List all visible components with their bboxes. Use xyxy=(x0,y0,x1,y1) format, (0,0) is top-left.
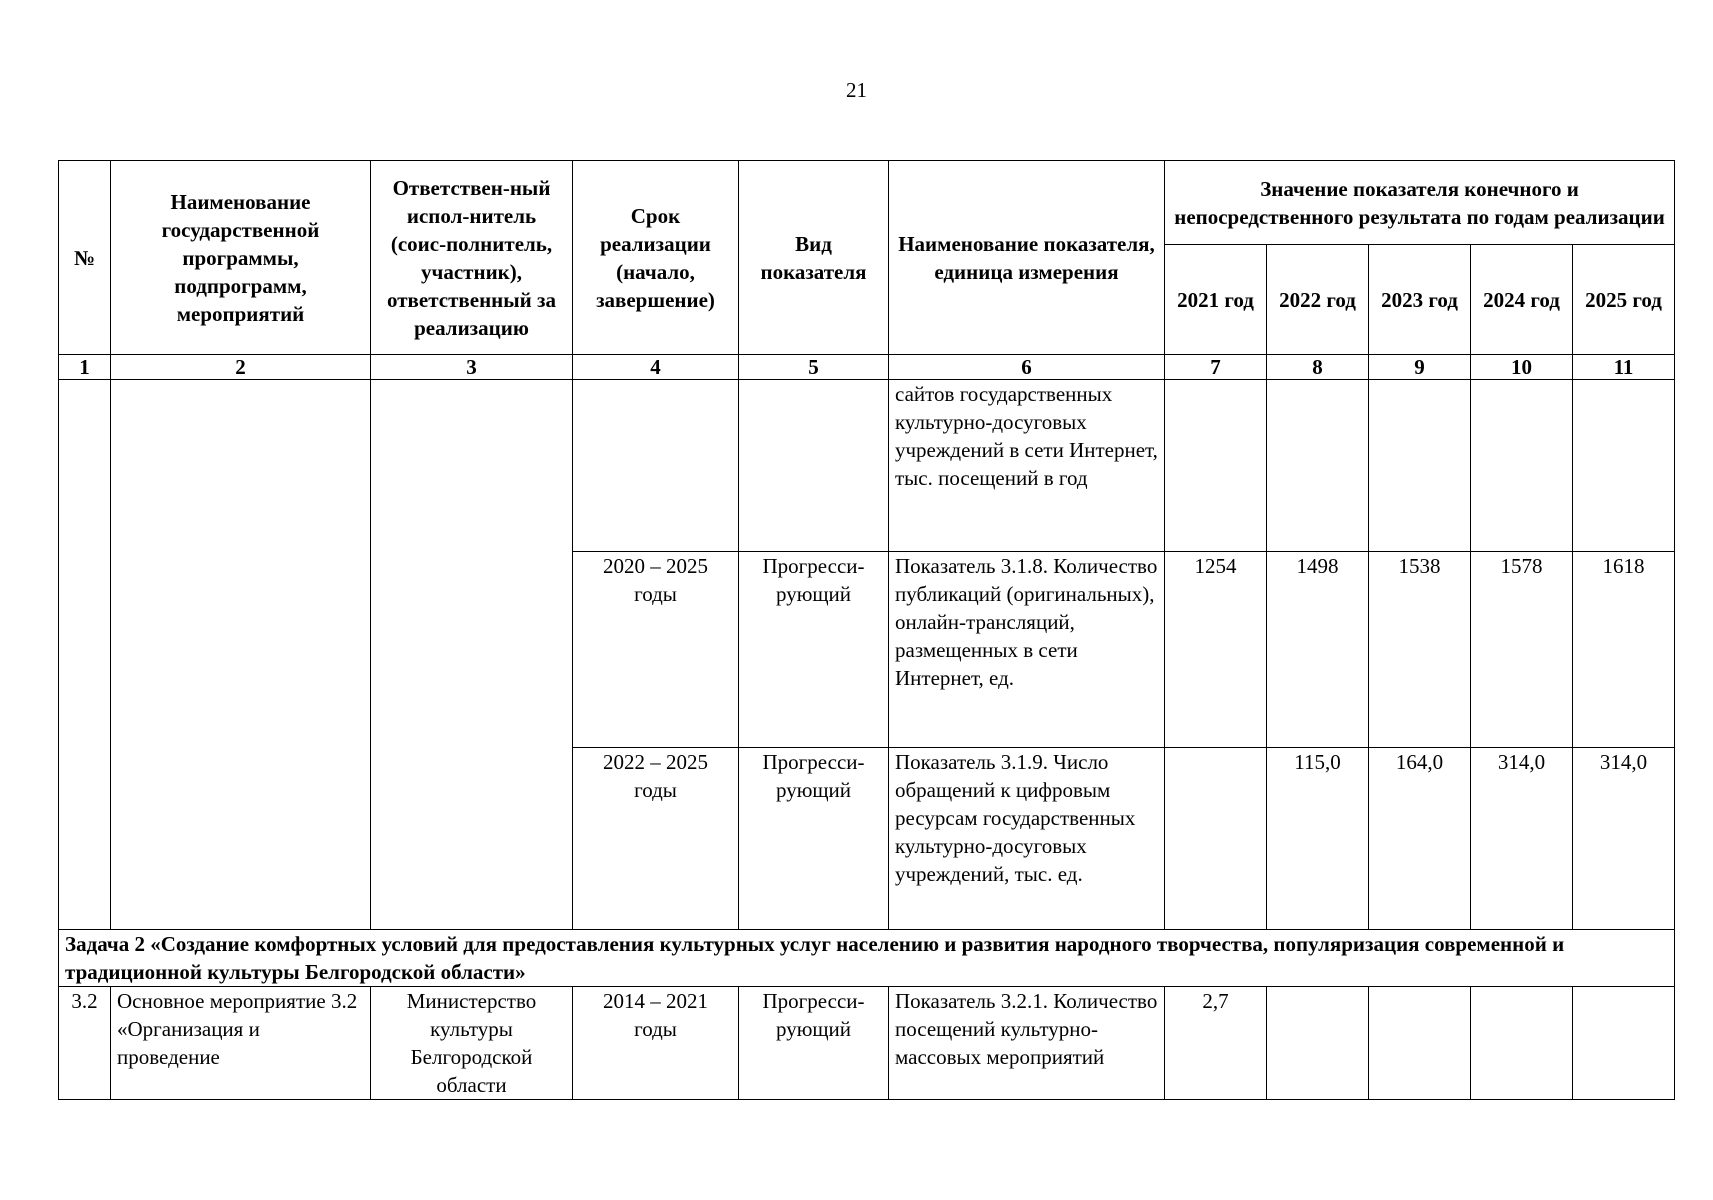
cell-type: Прогресси-рующий xyxy=(739,748,889,930)
cell-value-2024 xyxy=(1471,380,1573,552)
cell-value-2022: 115,0 xyxy=(1267,748,1369,930)
cell-value-2025 xyxy=(1573,987,1675,1100)
cell-indicator: Показатель 3.2.1. Количество посещений культурно-массовых мероприятий xyxy=(889,987,1165,1100)
cell-term: 2020 – 2025 годы xyxy=(573,552,739,748)
cell-value-2023 xyxy=(1369,380,1471,552)
task-heading: Задача 2 «Создание комфортных условий для предоставления культурных услуг населению и развития народного творчества, популяризация современной и традиционной культуры Белгородской области» xyxy=(59,930,1675,987)
column-number: 6 xyxy=(889,355,1165,380)
column-number: 2 xyxy=(111,355,371,380)
header-year-2025: 2025 год xyxy=(1573,245,1675,355)
header-year-2023: 2023 год xyxy=(1369,245,1471,355)
column-number: 8 xyxy=(1267,355,1369,380)
header-indicator-name: Наименование показателя, единица измерения xyxy=(889,161,1165,355)
table-row xyxy=(59,987,1675,1100)
table-row xyxy=(59,380,1675,552)
task-row xyxy=(59,930,1675,987)
column-number: 11 xyxy=(1573,355,1675,380)
cell-program: Основное мероприятие 3.2 «Организация и проведение xyxy=(111,987,371,1100)
cell-value-2021: 1254 xyxy=(1165,552,1267,748)
header-executor: Ответствен-ный испол-нитель (соис-полнитель, участник), ответственный за реализацию xyxy=(371,161,573,355)
cell-executor: Министерство культуры Белгородской области xyxy=(371,987,573,1100)
cell-value-2022 xyxy=(1267,987,1369,1100)
header-year-2021: 2021 год xyxy=(1165,245,1267,355)
cell-value-2025: 1618 xyxy=(1573,552,1675,748)
cell-type: Прогресси-рующий xyxy=(739,552,889,748)
indicators-table xyxy=(58,160,1675,1100)
cell-num-empty xyxy=(59,380,111,930)
cell-term: 2022 – 2025 годы xyxy=(573,748,739,930)
column-number: 10 xyxy=(1471,355,1573,380)
cell-num: 3.2 xyxy=(59,987,111,1100)
header-num: № xyxy=(59,161,111,355)
cell-type xyxy=(739,380,889,552)
cell-value-2022 xyxy=(1267,380,1369,552)
column-numbers-row xyxy=(59,355,1675,380)
column-number: 1 xyxy=(59,355,111,380)
cell-indicator: Показатель 3.1.8. Количество публикаций (оригинальных), онлайн-трансляций, размещенных в сети Интернет, ед. xyxy=(889,552,1165,748)
cell-value-2023: 164,0 xyxy=(1369,748,1471,930)
cell-value-2022: 1498 xyxy=(1267,552,1369,748)
cell-term: 2014 – 2021 годы xyxy=(573,987,739,1100)
cell-value-2025: 314,0 xyxy=(1573,748,1675,930)
cell-value-2025 xyxy=(1573,380,1675,552)
cell-value-2024 xyxy=(1471,987,1573,1100)
cell-type: Прогресси-рующий xyxy=(739,987,889,1100)
column-number: 4 xyxy=(573,355,739,380)
cell-value-2024: 314,0 xyxy=(1471,748,1573,930)
cell-executor-empty xyxy=(371,380,573,930)
cell-value-2021 xyxy=(1165,748,1267,930)
header-indicator-type: Вид показателя xyxy=(739,161,889,355)
column-number: 3 xyxy=(371,355,573,380)
column-number: 5 xyxy=(739,355,889,380)
cell-indicator: Показатель 3.1.9. Число обращений к цифровым ресурсам государственных культурно-досуговых учреждений, тыс. ед. xyxy=(889,748,1165,930)
header-program-name: Наименование государственной программы, подпрограмм, мероприятий xyxy=(111,161,371,355)
column-number: 7 xyxy=(1165,355,1267,380)
cell-value-2023: 1538 xyxy=(1369,552,1471,748)
header-year-2022: 2022 год xyxy=(1267,245,1369,355)
cell-program-empty xyxy=(111,380,371,930)
column-number: 9 xyxy=(1369,355,1471,380)
header-year-2024: 2024 год xyxy=(1471,245,1573,355)
cell-value-2021: 2,7 xyxy=(1165,987,1267,1100)
cell-indicator: сайтов государственных культурно-досуговых учреждений в сети Интернет, тыс. посещений в год xyxy=(889,380,1165,552)
cell-value-2024: 1578 xyxy=(1471,552,1573,748)
header-values-group: Значение показателя конечного и непосредственного результата по годам реализации xyxy=(1165,161,1675,245)
cell-value-2023 xyxy=(1369,987,1471,1100)
page-number: 21 xyxy=(846,78,867,102)
cell-term xyxy=(573,380,739,552)
cell-value-2021 xyxy=(1165,380,1267,552)
header-term: Срок реализации (начало, завершение) xyxy=(573,161,739,355)
